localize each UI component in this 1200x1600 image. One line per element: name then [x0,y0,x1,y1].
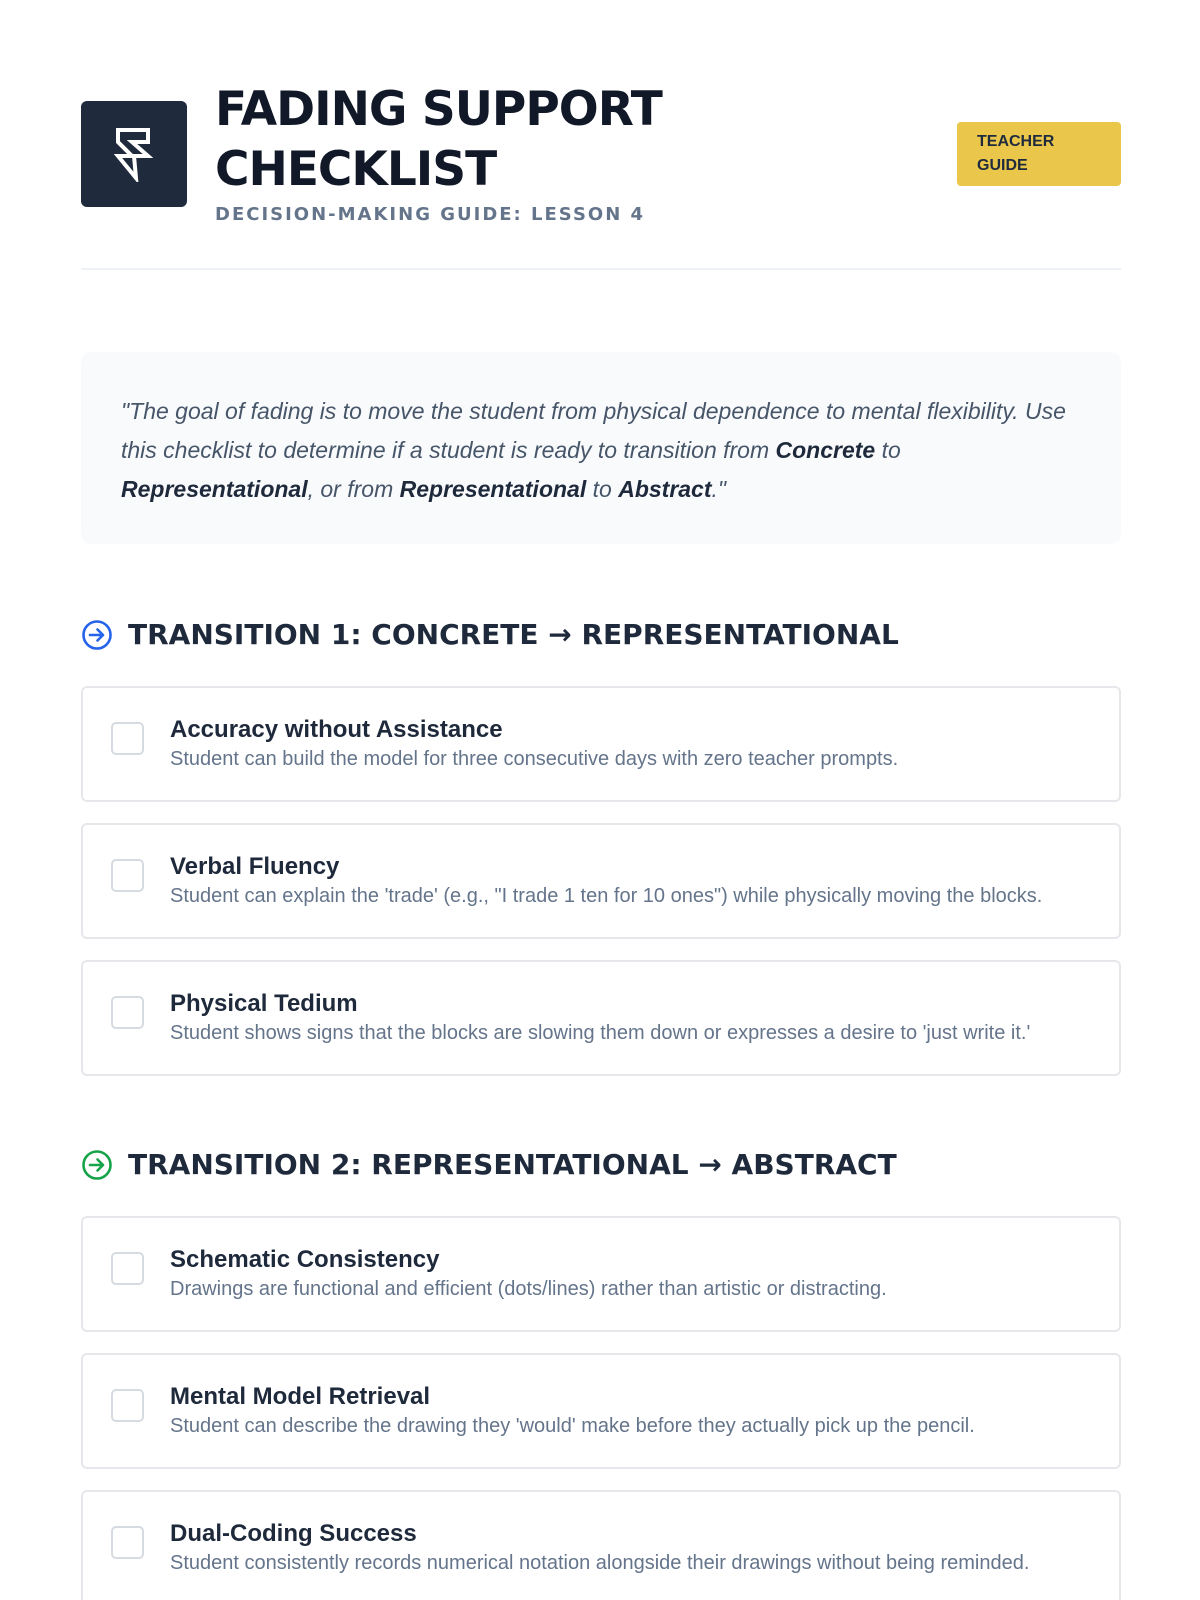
quote-text: to [875,437,901,463]
quote-text: to [586,476,619,502]
section-title: TRANSITION 2: REPRESENTATIONAL → ABSTRACT [128,1148,897,1181]
quote-text: "The goal of fading is to move the student from physical dependence to mental flexibility. Use this checklist to determine if a student is ready to transition from [121,398,1066,463]
badge-line-2: GUIDE [977,157,1028,174]
checkbox[interactable] [111,1252,144,1285]
title-line-1: FADING SUPPORT [215,82,662,137]
quote-emphasis: Representational [399,476,587,502]
item-title: Mental Model Retrieval [170,1383,431,1410]
checklist-item[interactable] [81,1216,1121,1332]
checklist-item[interactable] [81,1353,1121,1469]
item-description: Drawings are functional and efficient (dots/lines) rather than artistic or distracting. [170,1278,887,1300]
section-title: TRANSITION 1: CONCRETE → REPRESENTATIONAL [128,618,899,651]
arrow-circle-right-icon [81,1149,113,1181]
quote-text: ." [711,476,727,502]
checkbox[interactable] [111,1389,144,1422]
item-description: Student shows signs that the blocks are slowing them down or expresses a desire to 'just write it.' [170,1022,1031,1044]
quote-emphasis: Representational [121,476,308,502]
item-title: Schematic Consistency [170,1246,440,1273]
arrow-circle-right-icon [81,619,113,651]
item-description: Student consistently records numerical notation alongside their drawings without being reminded. [170,1552,1030,1574]
checklist-item[interactable] [81,960,1121,1076]
quote-text: , or from [307,476,400,502]
teacher-guide-badge [957,122,1121,186]
page-subtitle: DECISION-MAKING GUIDE: LESSON 4 [215,204,646,225]
item-title: Accuracy without Assistance [170,716,503,743]
checkbox[interactable] [111,1526,144,1559]
page-title [215,80,662,200]
logo [81,101,187,207]
checklist-item[interactable] [81,686,1121,802]
item-title: Physical Tedium [170,990,358,1017]
item-title: Dual-Coding Success [170,1520,417,1547]
framer-logo-icon [112,126,156,182]
page-header [81,80,1121,270]
item-description: Student can describe the drawing they 'would' make before they actually pick up the pencil. [170,1415,975,1437]
item-description: Student can build the model for three consecutive days with zero teacher prompts. [170,748,899,770]
item-description: Student can explain the 'trade' (e.g., "I trade 1 ten for 10 ones") while physically moving the blocks. [170,885,1043,907]
badge-line-1: TEACHER [977,133,1055,150]
section-heading-transition-1 [81,618,899,651]
item-title: Verbal Fluency [170,853,340,880]
checkbox[interactable] [111,996,144,1029]
checkbox[interactable] [111,859,144,892]
section-heading-transition-2 [81,1148,897,1181]
intro-quote [81,352,1121,544]
checkbox[interactable] [111,722,144,755]
checklist-item[interactable] [81,823,1121,939]
quote-emphasis: Concrete [775,437,876,463]
title-line-2: CHECKLIST [215,142,497,197]
checklist-item[interactable] [81,1490,1121,1600]
quote-emphasis: Abstract [618,476,712,502]
